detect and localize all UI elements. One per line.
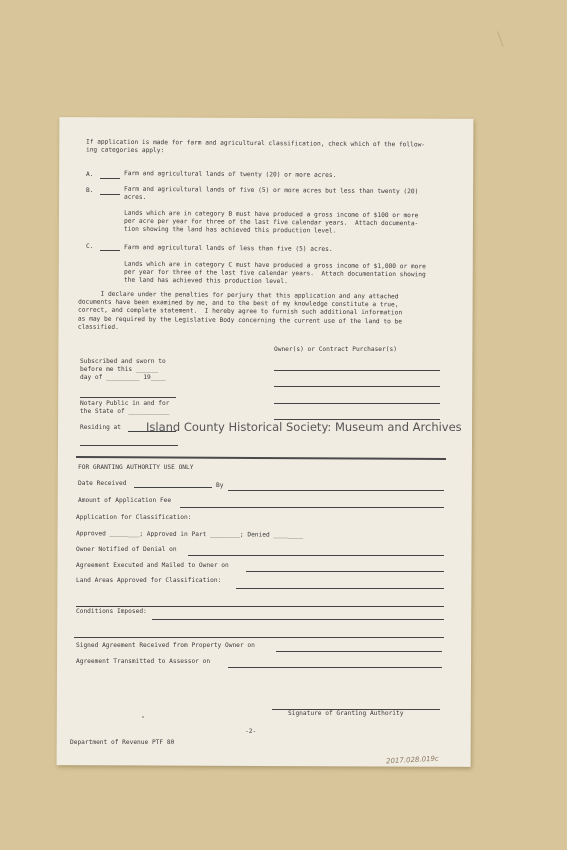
corner-mark bbox=[491, 31, 503, 48]
owner-label: Owner(s) or Contract Purchaser(s) bbox=[274, 346, 397, 353]
authority-heading: FOR GRANTING AUTHORITY USE ONLY bbox=[78, 464, 194, 471]
by-line[interactable] bbox=[228, 490, 444, 491]
page-number: -2- bbox=[245, 728, 257, 735]
fee-label: Amount of Application Fee bbox=[78, 497, 172, 504]
residing-line-2[interactable] bbox=[80, 445, 178, 446]
conditions-label: Conditions Imposed: bbox=[76, 608, 147, 615]
notary-block: Notary Public in and for the State of ___________ bbox=[80, 400, 170, 416]
watermark: Island County Historical Society: Museum and Archives bbox=[146, 420, 462, 434]
conditions-line-1[interactable] bbox=[152, 619, 444, 620]
date-received-label: Date Received bbox=[78, 480, 127, 487]
category-b-checkbox[interactable] bbox=[100, 194, 120, 195]
category-c-checkbox[interactable] bbox=[100, 250, 120, 251]
category-a-checkbox[interactable] bbox=[100, 178, 120, 179]
paper-speck bbox=[142, 716, 144, 718]
category-b-text: Farm and agricultural lands of five (5) or more acres but less than twenty (20) acres. bbox=[123, 185, 419, 202]
signed-agreement-label: Signed Agreement Received from Property Owner on bbox=[76, 642, 255, 649]
category-b-note: Lands which are in category B must have produced a gross income of $100 or more per acre per year for three of the last five calendar years. Attach documenta- tion showing the land has achieved this production level. bbox=[123, 209, 419, 235]
category-c-text: Farm and agricultural lands of less than five (5) acres. bbox=[123, 244, 333, 253]
category-a-text: Farm and agricultural lands of twenty (20) or more acres. bbox=[123, 170, 337, 179]
notary-signature-line[interactable] bbox=[80, 397, 176, 398]
owner-signature-line-2[interactable] bbox=[274, 386, 440, 387]
category-c-letter: C. bbox=[86, 243, 94, 250]
transmitted-label: Agreement Transmitted to Assessor on bbox=[76, 658, 211, 665]
declaration-text: I declare under the penalties for perjury that this application and any attached documents have been examined by me, and to the best of my knowledge constitute a true, correct, and complete statement. I hereby agree to furnish such additional information as may be required by the Legislative Body concerning the current use of the land to be classified. bbox=[77, 290, 403, 331]
residing-label: Residing at bbox=[80, 424, 121, 431]
fee-line[interactable] bbox=[180, 507, 444, 508]
owner-notified-line[interactable] bbox=[188, 555, 444, 556]
land-areas-line-2[interactable] bbox=[76, 606, 444, 607]
category-c-note: Lands which are in category C must have produced a gross income of $1,000 or more per year for three of the last five calendar years. Attach documentation showing the land has achieved this production level. bbox=[123, 260, 426, 286]
signed-agreement-line[interactable] bbox=[276, 651, 442, 652]
agreement-executed-label: Agreement Executed and Mailed to Owner on bbox=[76, 562, 229, 569]
application-label: Application for Classification: bbox=[76, 514, 192, 521]
date-received-line[interactable] bbox=[134, 487, 212, 488]
land-areas-line-1[interactable] bbox=[236, 588, 444, 589]
archive-reference-number: 2017.028.019c bbox=[385, 754, 440, 766]
conditions-line-2[interactable] bbox=[74, 637, 444, 638]
agreement-executed-line[interactable] bbox=[246, 571, 444, 572]
intro-text: If application is made for farm and agricultural classification, check which of the follow- ing categories apply: bbox=[85, 138, 426, 155]
approval-options: Approved ________; Approved in Part ________; Denied ________ bbox=[75, 530, 304, 539]
category-a-letter: A. bbox=[86, 171, 94, 178]
footer-form-id: Department of Revenue PTF 80 bbox=[70, 739, 175, 746]
owner-signature-line-3[interactable] bbox=[274, 403, 440, 404]
owner-signature-line-1[interactable] bbox=[274, 370, 440, 371]
by-label: By bbox=[216, 482, 224, 489]
owner-notified-label: Owner Notified of Denial on bbox=[76, 546, 177, 553]
signature-label: Signature of Granting Authority bbox=[288, 710, 404, 717]
transmitted-line[interactable] bbox=[228, 667, 442, 668]
subscribed-block: Subscribed and sworn to before me this ______ day of _________ 19____ bbox=[80, 358, 166, 382]
land-areas-label: Land Areas Approved for Classification: bbox=[76, 577, 222, 584]
category-b-letter: B. bbox=[86, 187, 94, 194]
